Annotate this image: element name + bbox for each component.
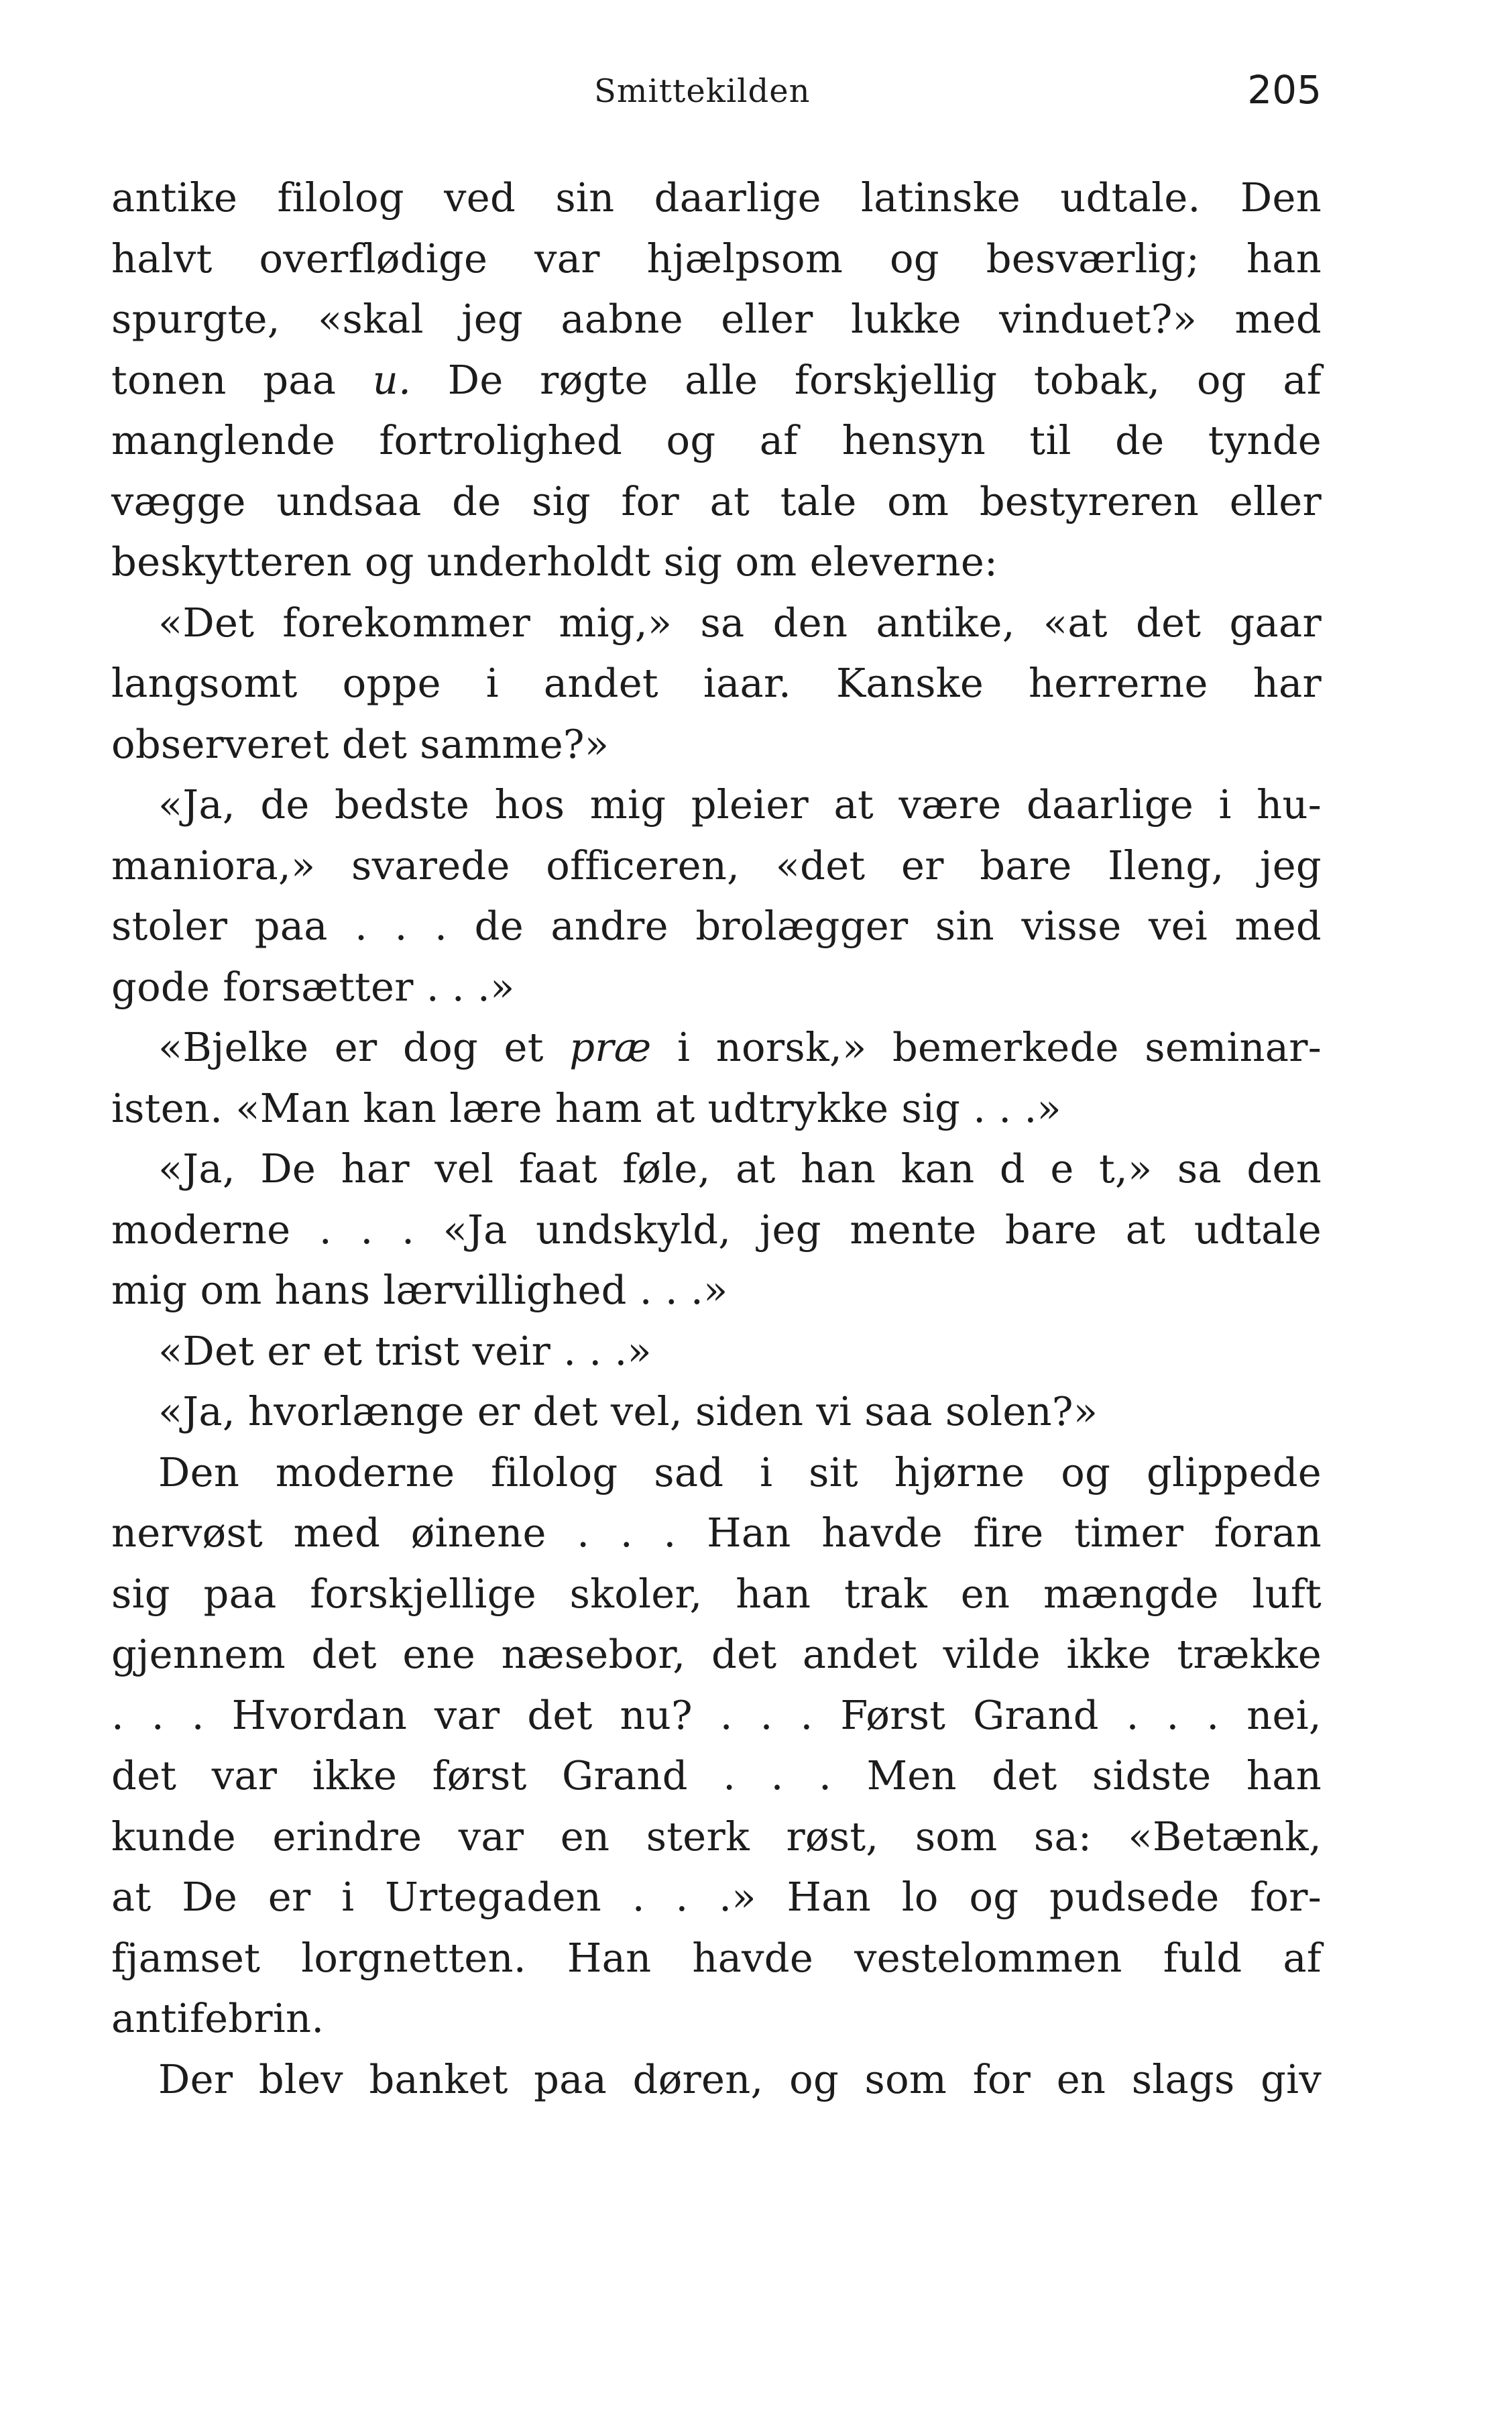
text-line: isten. «Man kan lære ham at udtrykke sig . . .»	[111, 1084, 1061, 1131]
text-line: halvt overflødige var hjælpsom og besværlig; han	[111, 235, 1322, 282]
text-line: antike filolog ved sin daarlige latinske udtale. Den	[111, 174, 1322, 221]
italic-word: præ	[569, 1024, 652, 1070]
text-line: mig om hans lærvillighed . . .»	[111, 1267, 728, 1313]
text-segment: «Bjelke er dog et	[158, 1024, 570, 1070]
text-line: moderne . . . «Ja undskyld, jeg mente bare at udtale	[111, 1206, 1322, 1253]
text-line: gjennem det ene næsebor, det andet vilde ikke trække	[111, 1631, 1322, 1677]
text-line: langsomt oppe i andet iaar. Kanske herrerne har	[111, 660, 1322, 706]
text-line: «Det forekommer mig,» sa den antike, «at det gaar	[158, 599, 1322, 646]
text-line: spurgte, «skal jeg aabne eller lukke vinduet?» med	[111, 296, 1322, 342]
text-line: vægge undsaa de sig for at tale om bestyreren eller	[111, 477, 1322, 524]
page-number: 205	[1247, 67, 1322, 113]
text-line: Den moderne filolog sad i sit hjørne og glippede	[158, 1449, 1322, 1495]
text-line: Der blev banket paa døren, og som for en slags giv	[158, 2055, 1322, 2102]
text-line: «Det er et trist veir . . .»	[158, 1327, 652, 1374]
text-line: nervøst med øinene . . . Han havde fire timer foran	[111, 1510, 1322, 1556]
text-line	[111, 350, 1322, 411]
text-line: sig paa forskjellige skoler, han trak en mængde luft	[111, 1570, 1322, 1617]
text-line: «Ja, De har vel faat føle, at han kan d e t,» sa den	[158, 1145, 1322, 1192]
text-line: beskytteren og underholdt sig om eleverne:	[111, 539, 998, 585]
text-line: «Ja, de bedste hos mig pleier at være daarlige i hu-	[158, 781, 1322, 828]
text-segment: tonen paa	[111, 356, 373, 403]
text-line: det var ikke først Grand . . . Men det sidste han	[111, 1752, 1322, 1799]
text-line: maniora,» svarede officeren, «det er bare Ileng, jeg	[111, 842, 1322, 889]
text-line: «Ja, hvorlænge er det vel, siden vi saa solen?»	[158, 1388, 1098, 1434]
text-segment: i norsk,» bemerkede seminar-	[651, 1024, 1322, 1070]
text-line: manglende fortrolighed og af hensyn til de tynde	[111, 417, 1322, 463]
book-page	[111, 67, 1322, 2361]
text-line: fjamset lorgnetten. Han havde vestelommen fuld af	[111, 1934, 1322, 1981]
text-line: observeret det samme?»	[111, 720, 609, 767]
text-line: . . . Hvordan var det nu? . . . Først Grand . . . nei,	[111, 1691, 1322, 1738]
text-line: at De er i Urtegaden . . .» Han lo og pudsede for-	[111, 1874, 1322, 1920]
text-line: kunde erindre var en sterk røst, som sa: «Betænk,	[111, 1813, 1322, 1860]
text-line	[111, 1017, 1322, 1078]
text-segment: De røgte alle forskjellig tobak, og af	[411, 356, 1322, 403]
text-line: gode forsætter . . .»	[111, 963, 515, 1010]
page-header	[111, 67, 1322, 127]
text-line: antifebrin.	[111, 1995, 325, 2041]
text-line: stoler paa . . . de andre brolægger sin visse vei med	[111, 903, 1322, 949]
italic-word: u.	[372, 356, 412, 403]
body-text	[111, 168, 1322, 2110]
running-title: Smittekilden	[594, 72, 811, 110]
